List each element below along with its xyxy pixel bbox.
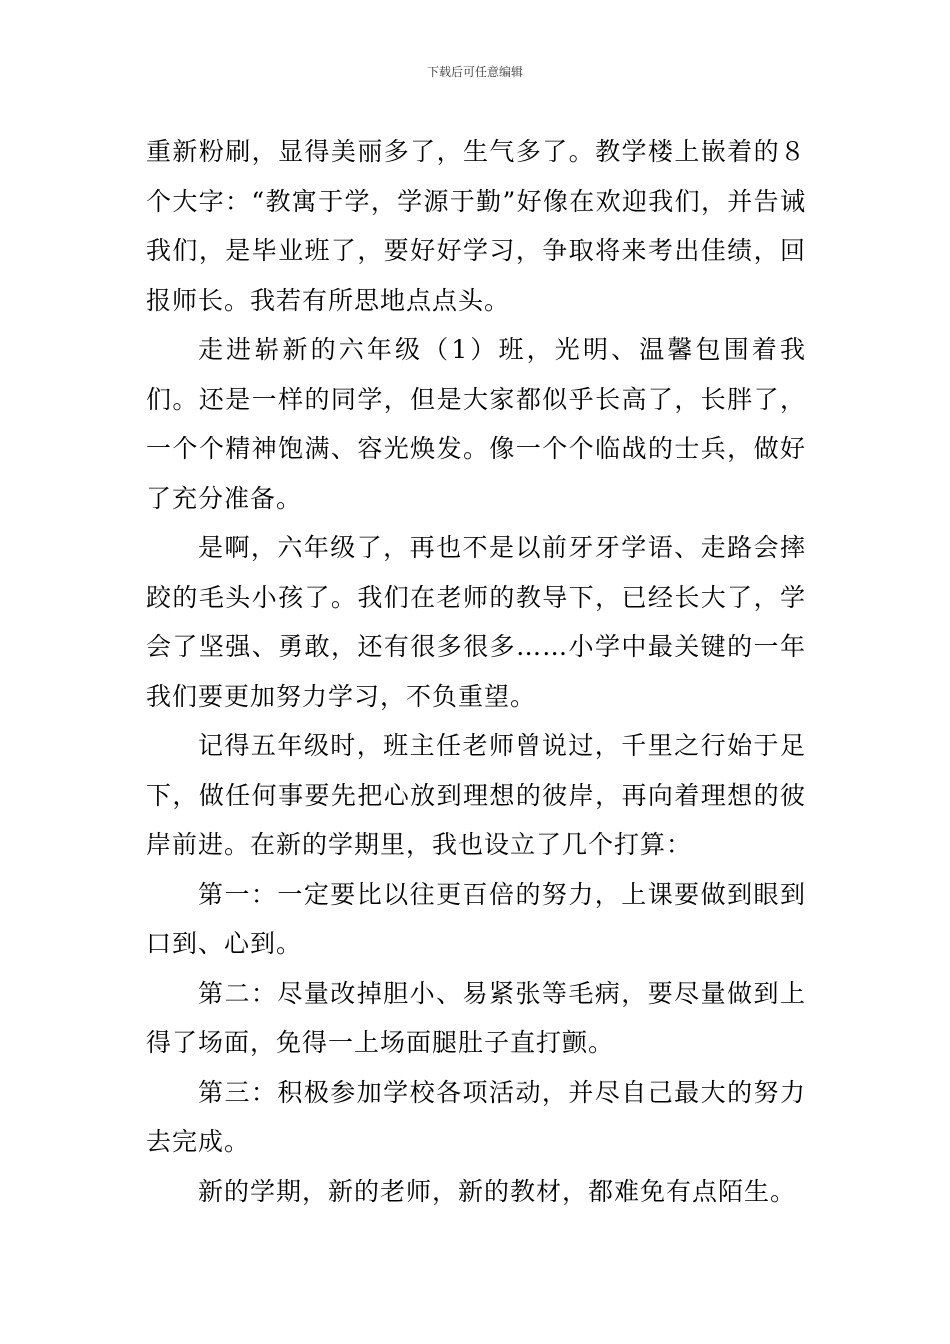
paragraph-1: 重新粉刷，显得美丽多了，生气多了。教学楼上嵌着的８个大字：“教寓于学，学源于勤”好像在欢迎我们，并告诫我们，是毕业班了，要好好学习，争取将来考出佳绩，回报师长。我若有所思地点点头。 — [146, 137, 806, 315]
paragraph-5: 第一：一定要比以往更百倍的努力，上课要做到眼到口到、心到。 — [146, 879, 806, 958]
paragraph-3: 是啊，六年级了，再也不是以前牙牙学语、走路会摔跤的毛头小孩了。我们在老师的教导下，已经长大了，学会了坚强、勇敢，还有很多很多……小学中最关键的一年我们要更加努力学习，不负重望。 — [146, 533, 806, 711]
paragraph-4: 记得五年级时，班主任老师曾说过，千里之行始于足下，做任何事要先把心放到理想的彼岸，再向着理想的彼岸前进。在新的学期里，我也设立了几个打算： — [146, 731, 806, 859]
document-body — [146, 127, 806, 1216]
paragraph-7: 第三：积极参加学校各项活动，并尽自己最大的努力去完成。 — [146, 1077, 806, 1156]
page-header: 下载后可任意编辑 — [426, 65, 523, 79]
paragraph-2: 走进崭新的六年级（1）班，光明、温馨包围着我们。还是一样的同学，但是大家都似乎长高了，长胖了，一个个精神饱满、容光焕发。像一个个临战的士兵，做好了充分准备。 — [146, 335, 806, 513]
paragraph-8: 新的学期，新的老师，新的教材，都难免有点陌生。 — [198, 1176, 797, 1206]
paragraph-6: 第二：尽量改掉胆小、易紧张等毛病，要尽量做到上得了场面，免得一上场面腿肚子直打颤。 — [146, 978, 806, 1057]
